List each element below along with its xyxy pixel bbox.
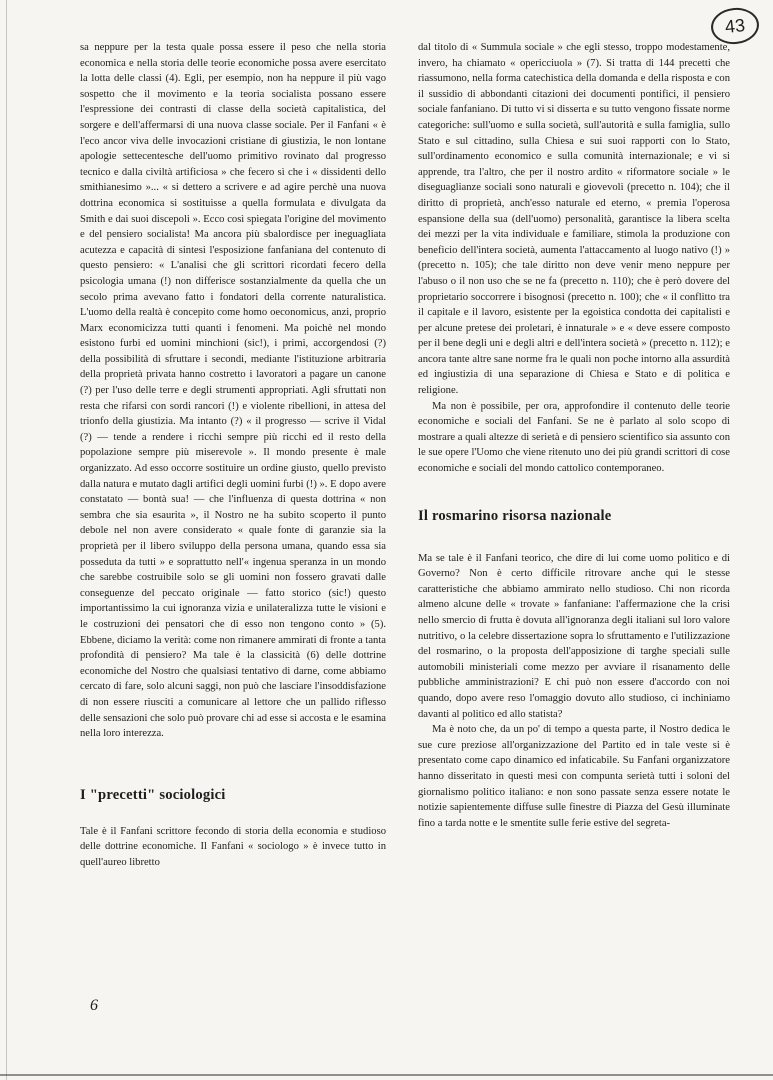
section-heading: Il rosmarino risorsa nazionale	[418, 507, 612, 524]
body-paragraph: Ma è noto che, da un po' di tempo a questa parte, il Nostro dedica le sue cure preziose all'organizzazione del Partito ed in tale veste si è presentato come capo dinamico ed infaticabile. Su Fanfani organizzatore hanno disseritato in questi mesi con compunta serietà tutti i soloni del giornalismo politico italiano: e non sono passate senza essere notate le notizie sapientemente diffuse sulle finestre di Piazza del Gesù illuminate fino a tarda notte e le smentite sulle ferie estive del segreta-	[418, 724, 730, 829]
body-paragraph: Ma non è possibile, per ora, approfondire il contenuto delle teorie economiche e sociali del Fanfani. Se ne è parlato al solo scopo di mostrare a quali altezze di serietà e di pensiero scientifico sia assunto con le sue opere l'Uomo che viene ritenuto uno dei più grandi scrittori di cose economiche e sociali del mondo cattolico contemporaneo.	[418, 400, 730, 475]
page-edge	[6, 0, 7, 1080]
right-column	[418, 40, 730, 831]
body-paragraph: sa neppure per la testa quale possa essere il peso che nella storia economica e nella storia delle teorie economiche possa avere esercitato la lotta delle classi (4). Egli, per esempio, non ha neppure il più vago sospetto che il movimento e la teoria socialista possano essere l'espressione dei contrasti di classe della società capitalistica, del sorgere e dell'affermarsi di una nuova classe sociale. Per il Fanfani « è l'eco ancor viva delle invocazioni cristiane di giustizia, le non lontane apologie settecentesche dell'uomo primitivo rovinato dal progresso tecnico e dalla civiltà artificiosa » che fecero sì che i « dissidenti dello smithianesimo »... « si dettero a scrivere e ad agire perchè una nuova dottrina economica si sostituisse a quella formulata e divulgata da Smith e dai suoi discepoli ». Ecco così spiegata l'origine del movimento e del pensiero socialista! Ma ancora più sbalordisce per ineguagliata acutezza e capacità di sintesi l'esposizione fanfaniana del contenuto di questo pensiero: « L'analisi che gli scrittori ricordati fecero della psicologia umana (!) non differisce sostanzialmente da quella che un secolo prima avevano fatto i fondatori della corrente naturalistica. L'uomo della realtà è concepito come homo oeconomicus, anzi, proprio Marx economicizza tutti quanti i fenomeni. Ma poichè nel mondo esistono furbi ed uomini minchioni (sic!), i primi, accorgendosi (?) della possibilità di sfruttare i secondi, mediante l'istituzione arbitraria della proprietà privata hanno costretto i lavoratori a pagare un canone (?) per l'uso delle terre e degli strumenti appropriati. Agli sfruttati non resta che rifarsi con sordi rancori (!) e violente ribellioni, in attesa del trionfo della giustizia. Ma intanto (?) « il progresso — scrive il Vidal (?) — tende a rendere i ricchi sempre più ricchi ed il resto della popolazione sempre più miserevole ». Il mondo presente è male organizzato. Ad esso occorre sostituire un ordine giusto, quello previsto dalla natura e mutato dagli artifici degli uomini furbi (!) ». E dopo avere constatato — bontà sua! — che l'influenza di questa dottrina « non sembra che sia esaurita », il Nostro ne ha subito scoperto il punto debole nel non avere considerato « quale fonte di garanzie sia la proprietà per il libero sviluppo della persona umana, quando essa sia posseduta da tutti » e soprattutto nell'« ingenua speranza in un mondo che sarebbe costruibile solo se gli uomini non fossero gravati dalle conseguenze del peccato originale — fatto storico (sic!) questo importantissimo la cui ignoranza vizia e unilateralizza tutte le visioni e le costruzioni dei pensatori che di esso non tengono conto » (5). Ebbene, diciamo la verità: come non rimanere ammirati di fronte a tanta profondità di pensiero? Ma tale è la classicità (6) delle dottrine economiche del Nostro che qualsiasi tentativo di darne, come abbiamo cercato di fare, solo alcuni saggi, non può che lasciare l'insoddisfazione di non essere riusciti a comunicare al lettore che un pallido riflesso delle sensazioni che solo può provare chi ad esse si accosta e le esamina nella loro interezza.	[80, 42, 386, 740]
body-paragraph: dal titolo di « Summula sociale » che egli stesso, troppo modestamente, invero, ha chiamato « opericciuola » (7). Si tratta di 144 precetti che riassumono, nella forma catechistica della domanda e della risposta e con il sussidio di abbondanti citazioni dei documenti pontifici, il pensiero sociale fanfaniano. Di tutto vi si disserta e su tutto vengono fissate norme categoriche: sull'uomo e sulla società, sull'autorità e sulla famiglia, sullo Stato e sul cittadino, sulla Chiesa e sui suoi rapporti con lo Stato, sull'ordinamento economico e sulla comunità internazionale; e vi si apprende, tra l'altro, che per il nostro ardito « riformatore sociale » le diseguaglianze sociali sono naturali e giovevoli (precetto n. 104); che il diritto di proprietà, anch'esso naturale ed eterno, « premia l'operosa espansione della sua (dell'uomo) personalità, garantisce la libera scelta dei mezzi per la vita individuale e familiare, stimola la produzione con beneficio dell'intera società, aumenta l'attaccamento al luogo nativo (!) » (precetto n. 105); che tale diritto non deve venir meno neppure per l'abuso o il non uso che se ne fa (precetto n. 110); che è però dovere del proprietario soccorrere i bisognosi (precetto n. 100); che « il conflitto tra il capitale e il lavoro, esistente per la egoistica condotta dei capitalisti e per alcune pretese dei proletari, è innaturale » e « deve essere composto per il bene degli uni e degli altri e dell'intera società » (precetto n. 112); e ancora tante altre sane norme fra le quali non poche intorno alla assurdità ed ingiustizia di una separazione di Chiesa e Stato e di politica e religione.	[418, 42, 730, 397]
section-heading: I "precetti" sociologici	[80, 786, 226, 803]
bottom-edge-line	[0, 1074, 773, 1076]
body-paragraph: Ma se tale è il Fanfani teorico, che dire di lui come uomo politico e di Governo? Non è certo difficile ritrovare anche qui le stesse caratteristiche che abbiamo ammirato nello studioso. Chi non ricorda almeno alcune delle « trovate » fanfaniane: l'affermazione che la crisi nello smercio di frutta è dovuta all'ignoranza degli italiani sul loro valore nutritivo, o la celebre dissertazione sopra lo sfruttamento e l'utilizzazione del rosmarino, o la proposta dell'apposizione di targhe speciali sulle automobili ministeriali come mezzo per avviare il risanamento delle pubbliche amministrazioni? E chi può non essere d'accordo con noi quando, dopo avere reso l'omaggio dovuto allo studioso, ci inchiniamo davanti al politico ed allo statista?	[418, 552, 730, 720]
handwritten-page-mark: 43	[709, 6, 761, 47]
left-column	[80, 40, 386, 871]
page-number: 6	[90, 997, 98, 1014]
body-paragraph: Tale è il Fanfani scrittore fecondo di storia della economia e studioso delle dottrine economiche. Il Fanfani « sociologo » è invece tutto in quell'aureo libretto	[80, 825, 386, 868]
